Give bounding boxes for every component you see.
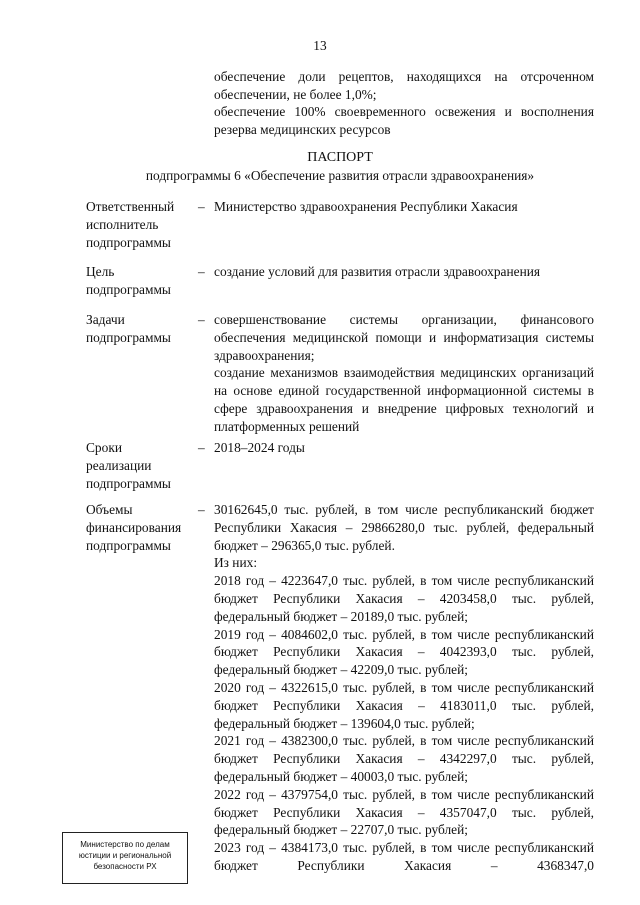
page-number: 13 (313, 38, 327, 53)
row-value: 30162645,0 тыс. рублей, в том числе республиканский бюджет Республики Хакасия – 29866280,0 тыс. рублей, федеральный бюджет – 296365,0 тыс. рублей. Из них: 2018 год – 4223647,0 тыс. рублей, в том числе республиканский бюджет Республики Хакасия – 4203458,0 тыс. рублей, федеральный бюджет – 20189,0 тыс. рублей; 2019 год – 4084602,0 тыс. рублей, в том числе республиканский бюджет Республики Хакасия – 4042393,0 тыс. рублей, федеральный бюджет – 42209,0 тыс. рублей; 2020 год – 4322615,0 тыс. рублей, в том числе республиканский бюджет Республики Хакасия – 4183011,0 тыс. рублей, федеральный бюджет – 139604,0 тыс. рублей; 2021 год – 4382300,0 тыс. рублей, в том числе республиканский бюджет Республики Хакасия – 4342297,0 тыс. рублей, федеральный бюджет – 40003,0 тыс. рублей; 2022 год – 4379754,0 тыс. рублей, в том числе республиканский бюджет Республики Хакасия – 4357047,0 тыс. рублей, федеральный бюджет – 22707,0 тыс. рублей; 2023 год – 4384173,0 тыс. рублей, в том числе республиканский бюджет Республики Хакасия – 4368347,0 (214, 502, 594, 873)
row-value: Министерство здравоохранения Республики Хакасия (214, 199, 518, 214)
row-dash: – (198, 199, 205, 214)
row-value: 2018–2024 годы (214, 440, 305, 455)
row-value: совершенствование системы организации, финансового обеспечения медицинской помощи и информатизация системы здравоохранения; создание механизмов взаимодействия медицинских организаций на основе единой государственной информационной системы в сфере здравоохранения и внедрение цифровых технологий и платформенных решений (214, 312, 594, 434)
passport-subtitle: подпрограммы 6 «Обеспечение развития отрасли здравоохранения» (145, 168, 535, 183)
row-dash: – (198, 440, 205, 455)
previous-section-continuation (214, 68, 594, 138)
row-label: Задачи подпрограммы (86, 312, 171, 345)
row-value: создание условий для развития отрасли здравоохранения (214, 264, 541, 279)
row-label: Объемы финансирования подпрограммы (86, 502, 182, 553)
row-label: Цель подпрограммы (86, 264, 171, 297)
row-dash: – (198, 264, 205, 279)
row-label: Сроки реализации подпрограммы (86, 440, 171, 491)
ministry-stamp: Министерство по делам юстиции и региональной безопасности РХ (62, 832, 188, 884)
continuation-line: обеспечение доли рецептов, находящихся на отсроченном обеспечении, не более 1,0%; (214, 69, 594, 102)
row-dash: – (198, 502, 205, 517)
continuation-line: обеспечение 100% своевременного освежения и восполнения резерва медицинских ресурсов (214, 104, 594, 137)
row-dash: – (198, 312, 205, 327)
passport-title: ПАСПОРТ (307, 150, 373, 165)
row-label: Ответственный исполнитель подпрограммы (86, 199, 175, 250)
